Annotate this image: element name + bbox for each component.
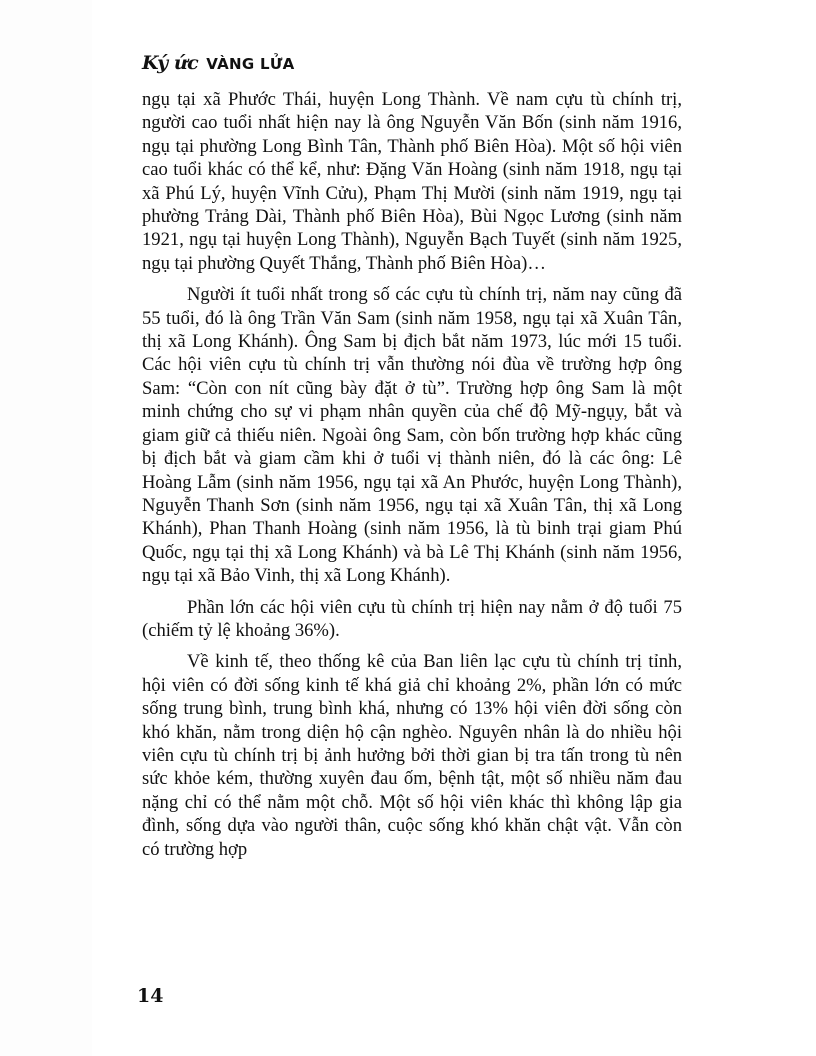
body-text	[142, 88, 682, 861]
page-number: 14	[137, 985, 164, 1007]
paragraph-2: Người ít tuổi nhất trong số các cựu tù chính trị, năm nay cũng đã 55 tuổi, đó là ông Trần Văn Sam (sinh năm 1958, ngụ tại xã Xuân Tân, thị xã Long Khánh). Ông Sam bị địch bắt năm 1973, lúc mới 15 tuổi. Các hội viên cựu tù chính trị vẫn thường nói đùa về trường hợp ông Sam: “Còn con nít cũng bày đặt ở tù”. Trường hợp ông Sam là một minh chứng cho sự vi phạm nhân quyền của chế độ Mỹ-ngụy, bắt và giam giữ cả thiếu niên. Ngoài ông Sam, còn bốn trường hợp khác cũng bị địch bắt và giam cầm khi ở tuổi vị thành niên, đó là các ông: Lê Hoàng Lẫm (sinh năm 1956, ngụ tại xã An Phước, huyện Long Thành), Nguyễn Thanh Sơn (sinh năm 1956, ngụ tại xã Xuân Tân, thị xã Long Khánh), Phan Thanh Hoàng (sinh năm 1956, là tù binh trại giam Phú Quốc, ngụ tại thị xã Long Khánh) và bà Lê Thị Khánh (sinh năm 1956, ngụ tại xã Bảo Vinh, thị xã Long Khánh).	[142, 284, 682, 587]
running-header	[142, 52, 295, 80]
page-margin	[0, 0, 92, 1056]
paragraph-3: Phần lớn các hội viên cựu tù chính trị hiện nay nằm ở độ tuổi 75 (chiếm tỷ lệ khoảng 36%).	[142, 596, 682, 641]
header-script-title: Ký ức	[142, 52, 199, 74]
paragraph-4: Về kinh tế, theo thống kê của Ban liên lạc cựu tù chính trị tỉnh, hội viên có đời sống kinh tế khá giả chỉ khoảng 2%, phần lớn có mức sống trung bình, trung bình khá, nhưng có 13% hội viên đời sống còn khó khăn, nằm trong diện hộ cận nghèo. Nguyên nhân là do nhiều hội viên cựu tù chính trị bị ảnh hưởng bởi thời gian bị tra tấn trong tù nên sức khỏe kém, thường xuyên đau ốm, bệnh tật, một số nhiều năm đau nặng chỉ có thể nằm một chỗ. Một số hội viên khác thì không lập gia đình, sống dựa vào người thân, cuộc sống khó khăn chật vật. Vẫn còn có trường hợp	[142, 651, 682, 860]
header-book-title: VÀNG LỬA	[206, 55, 295, 73]
paragraph-1: ngụ tại xã Phước Thái, huyện Long Thành. Về nam cựu tù chính trị, người cao tuổi nhất hiện nay là ông Nguyễn Văn Bốn (sinh năm 1916, ngụ tại phường Long Bình Tân, Thành phố Biên Hòa). Một số hội viên cao tuổi khác có thể kể, như: Đặng Văn Hoàng (sinh năm 1918, ngụ tại xã Phú Lý, huyện Vĩnh Cửu), Phạm Thị Mười (sinh năm 1919, ngụ tại phường Trảng Dài, Thành phố Biên Hòa), Bùi Ngọc Lương (sinh năm 1921, ngụ tại huyện Long Thành), Nguyễn Bạch Tuyết (sinh năm 1925, ngụ tại phường Quyết Thắng, Thành phố Biên Hòa)…	[142, 89, 682, 274]
